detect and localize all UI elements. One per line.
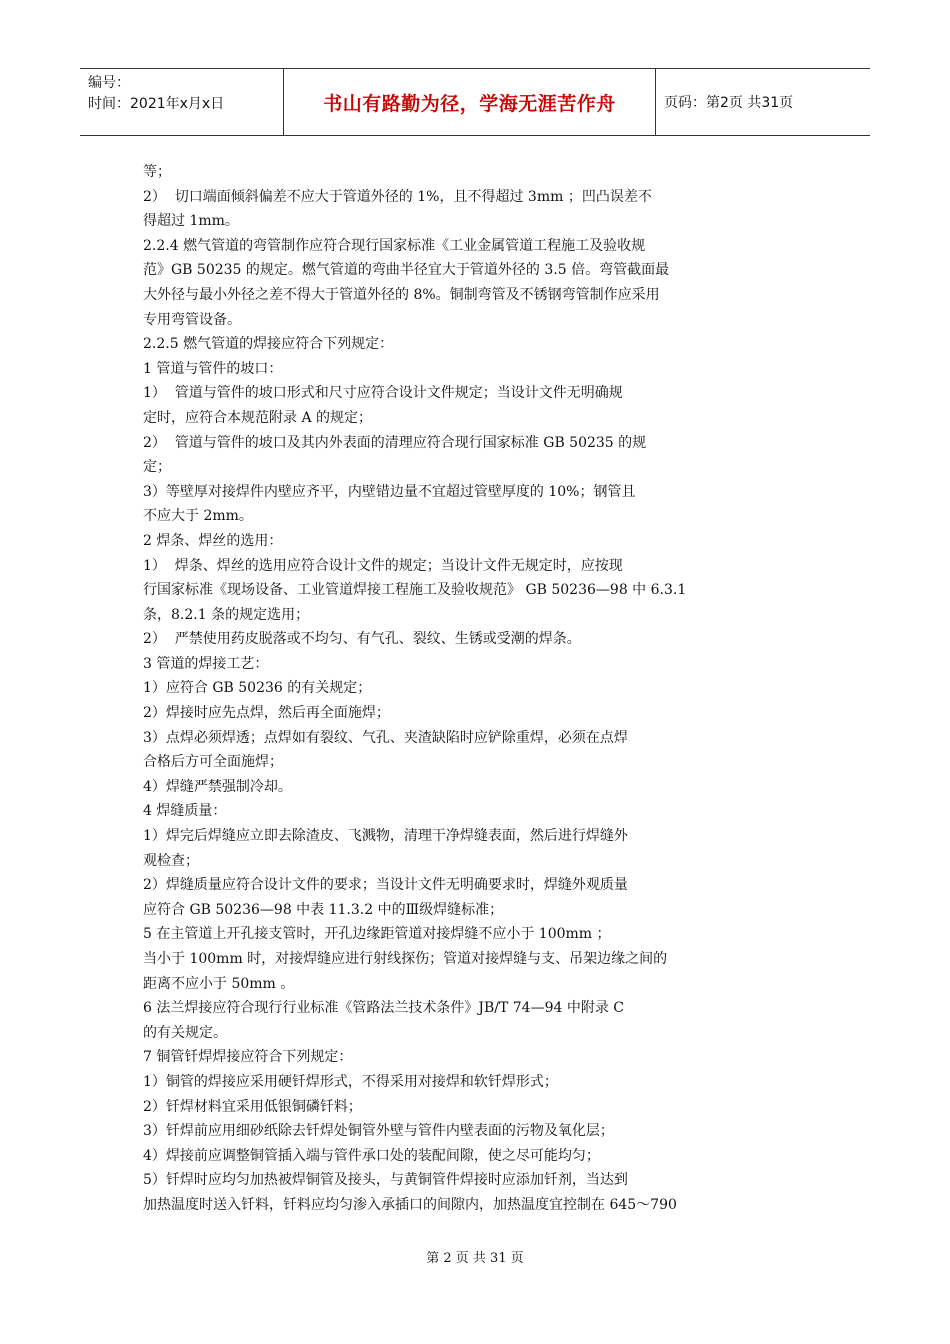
document-body [143, 160, 793, 1218]
text-line: 3 管道的焊接工艺： [143, 655, 269, 672]
text-line: 1） 焊条、焊丝的选用应符合设计文件的规定；当设计文件无规定时，应按现 [143, 557, 623, 574]
text-line: 2） 严禁使用药皮脱落或不均匀、有气孔、裂纹、生锈或受潮的焊条。 [143, 631, 581, 648]
text-line: 2 焊条、焊丝的选用： [143, 532, 283, 549]
text-line: 5）钎焊时应均匀加热被焊铜管及接头，与黄铜管件焊接时应添加钎剂，当达到 [143, 1172, 628, 1189]
date-label: 时间：2021年x月x日 [88, 96, 225, 112]
page-header [80, 68, 870, 136]
text-line: 专用弯管设备。 [143, 311, 241, 328]
text-line: 4）焊缝严禁强制冷却。 [143, 778, 292, 795]
text-line: 应符合 GB 50236—98 中表 11.3.2 中的Ⅲ级焊缝标准； [143, 901, 504, 918]
header-left-cell [80, 69, 283, 135]
text-line: 1） 管道与管件的坡口形式和尺寸应符合设计文件规定；当设计文件无明确规 [143, 385, 623, 402]
header-motto-cell [283, 69, 656, 135]
text-line: 1 管道与管件的坡口： [143, 360, 283, 377]
text-line: 范》GB 50235 的规定。燃气管道的弯曲半径宜大于管道外径的 3.5 倍。弯管截面最 [143, 262, 670, 279]
text-line: 1）铜管的焊接应采用硬钎焊形式，不得采用对接焊和软钎焊形式； [143, 1073, 558, 1090]
text-line: 5 在主管道上开孔接支管时，开孔边缘距管道对接焊缝不应小于 100mm ； [143, 926, 611, 943]
text-line: 定时，应符合本规范附录 A 的规定； [143, 409, 373, 426]
text-line: 2） 切口端面倾斜偏差不应大于管道外径的 1%，且不得超过 3mm ；凹凸误差不 [143, 188, 652, 205]
text-line: 4）焊接前应调整铜管插入端与管件承口处的装配间隙，使之尽可能均匀； [143, 1147, 600, 1164]
text-line: 合格后方可全面施焊； [143, 754, 283, 771]
text-line: 3）钎焊前应用细砂纸除去钎焊处铜管外壁与管件内壁表面的污物及氧化层； [143, 1123, 614, 1140]
text-line: 条，8.2.1 条的规定选用； [143, 606, 310, 623]
page-footer: 第 2 页 共 31 页 [426, 1251, 524, 1266]
text-line: 2）焊缝质量应符合设计文件的要求；当设计文件无明确要求时，焊缝外观质量 [143, 877, 628, 894]
text-line: 1）焊完后焊缝应立即去除渣皮、飞溅物，清理干净焊缝表面，然后进行焊缝外 [143, 828, 628, 845]
text-line: 得超过 1mm。 [143, 213, 239, 230]
text-line: 观检查； [143, 852, 199, 869]
text-line: 的有关规定。 [143, 1024, 227, 1041]
text-line: 3）等壁厚对接焊件内壁应齐平，内壁错边量不宜超过管壁厚度的 10%；钢管且 [143, 483, 636, 500]
text-line: 4 焊缝质量： [143, 803, 227, 820]
text-line: 3）点焊必须焊透；点焊如有裂纹、气孔、夹渣缺陷时应铲除重焊，必须在点焊 [143, 729, 628, 746]
text-line: 1）应符合 GB 50236 的有关规定； [143, 680, 372, 697]
text-line: 2.2.4 燃气管道的弯管制作应符合现行国家标准《工业金属管道工程施工及验收规 [143, 237, 646, 254]
text-line: 大外径与最小外径之差不得大于管道外径的 8%。铜制弯管及不锈钢弯管制作应采用 [143, 286, 660, 303]
page-info: 页码：第2页 共31页 [664, 95, 794, 111]
header-page-cell [656, 69, 870, 135]
text-line: 加热温度时送入钎料，钎料应均匀渗入承插口的间隙内，加热温度宜控制在 645～790 [143, 1196, 677, 1213]
text-line: 当小于 100mm 时，对接焊缝应进行射线探伤；管道对接焊缝与支、吊架边缘之间的 [143, 951, 668, 967]
motto-text: 书山有路勤为径，学海无涯苦作舟 [323, 92, 616, 115]
text-line: 2）焊接时应先点焊，然后再全面施焊； [143, 705, 390, 722]
text-line: 7 铜管钎焊焊接应符合下列规定： [143, 1049, 353, 1066]
text-line: 2.2.5 燃气管道的焊接应符合下列规定： [143, 336, 394, 353]
text-line: 等； [143, 164, 171, 180]
text-line: 6 法兰焊接应符合现行行业标准《管路法兰技术条件》JB/T 74—94 中附录 C [143, 1000, 625, 1017]
text-line: 不应大于 2mm。 [143, 508, 253, 525]
text-line: 2）钎焊材料宜采用低银铜磷钎料； [143, 1098, 362, 1115]
text-line: 行国家标准《现场设备、工业管道焊接工程施工及验收规范》 GB 50236—98 中 6.3.1 [143, 582, 687, 599]
number-label: 编号： [88, 75, 130, 91]
text-line: 定； [143, 459, 171, 476]
text-line: 2） 管道与管件的坡口及其内外表面的清理应符合现行国家标准 GB 50235 的规 [143, 434, 647, 451]
text-line: 距离不应小于 50mm 。 [143, 975, 295, 992]
